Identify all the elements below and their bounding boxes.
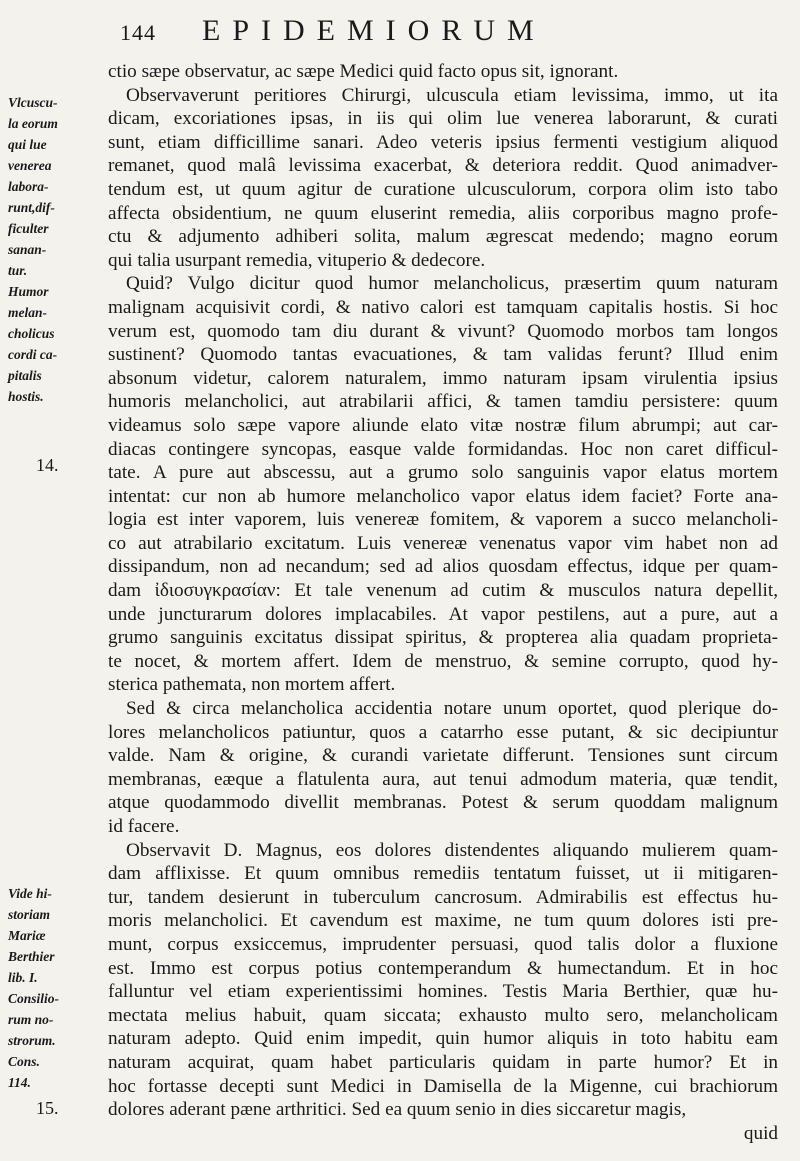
- text-line: diacas contingere syncopas, easque valde formidandas. Hoc non caret difficul-: [108, 438, 778, 460]
- margin-note-line: tur.: [8, 263, 28, 278]
- margin-section-number: 14.: [36, 455, 59, 475]
- text-line: remanet, quod malâ levissima exacerbat, & deteriora reddit. Quod animadver-: [108, 155, 778, 177]
- margin-note-line: hostis.: [8, 389, 44, 404]
- margin-note-line: Vlcuscu-: [8, 95, 58, 110]
- margin-note-line: qui lue: [8, 137, 47, 152]
- margin-note-line: Cons.: [8, 1054, 40, 1069]
- text-line: moris melancholici. Et cavendum est maxime, ne tum quum dolores isti pre-: [108, 910, 778, 932]
- text-line: dolores aderant pæne arthritici. Sed ea quum senio in dies siccaretur magis,: [108, 1099, 687, 1121]
- margin-note-line: rum no-: [8, 1012, 54, 1027]
- text-line: Quid? Vulgo dicitur quod humor melancholicus, præsertim quum naturam: [126, 273, 778, 295]
- margin-note-line: cholicus: [8, 326, 55, 341]
- text-line: est. Immo est corpus potius contemperandum & humectandum. Et in hoc: [108, 957, 778, 979]
- margin-note-line: Consilio-: [8, 991, 60, 1006]
- text-line: valde. Nam & origine, & curandi varietate differunt. Tensiones sunt circum: [108, 745, 778, 767]
- margin-note-line: labora-: [8, 179, 49, 194]
- text-line: logia est inter vaporem, luis venereæ fomitem, & vaporem a succo melancholi-: [108, 509, 778, 531]
- margin-section-number: 15.: [36, 1098, 59, 1118]
- margin-note-line: sanan-: [8, 242, 47, 257]
- text-line: Observaverunt peritiores Chirurgi, ulcuscula etiam levissima, immo, ut ita: [126, 84, 778, 106]
- text-line: naturam adepto. Quid enim impedit, quin humor aliquis in toto habitu eam: [108, 1028, 778, 1050]
- text-line: dissipandum, non ad necandum; sed ad alios quosdam effectus, idque per quam-: [108, 556, 778, 578]
- text-line: naturam acquirat, quam habet particularis quidam in parte humor? Et in: [108, 1051, 778, 1073]
- text-line: qui talia usurpant remedia, vituperio & dedecore.: [108, 249, 486, 271]
- text-line: dam ἰδιοσυγκρασίαν: Et tale venenum ad cutim & musculos natura depellit,: [108, 580, 778, 602]
- text-line: dicam, excoriationes ipsas, in iis qui olim lue venerea laborarunt, & curati: [108, 108, 778, 130]
- text-line: ctu & adjumento adhiberi solita, malum ægrescat medendo; magno eorum: [108, 226, 778, 248]
- margin-note-line: ficulter: [8, 221, 49, 236]
- text-line: grumo sanguinis excitatus dissipat spiritus, & propterea alia quadam proprieta-: [108, 627, 778, 649]
- text-line: munt, corpus exsiccemus, imprudenter persuasi, quod talis dolor a fluxione: [108, 933, 778, 955]
- text-line: co aut atrabilario excitatum. Luis venereæ venenatus vapor vim habet non ad: [108, 532, 778, 554]
- margin-note-line: runt,dif-: [8, 200, 55, 215]
- text-line: affecta obsidentium, ne quum eluserint remedia, aliis corporibus magno profe-: [108, 202, 778, 224]
- text-line: falluntur vel etiam experientissimi homines. Testis Maria Berthier, quæ hu-: [108, 981, 778, 1003]
- margin-note-line: melan-: [8, 305, 47, 320]
- text-line: te nocet, & mortem affert. Idem de menstruo, & semine corrupto, quod hy-: [108, 650, 778, 672]
- text-line: mectata melius habuit, quam siccata; exhausto multo sero, melancholicam: [108, 1004, 778, 1026]
- margin-note-line: Mariæ: [8, 928, 46, 943]
- margin-note-line: pitalis: [8, 368, 42, 383]
- text-line: tate. A pure aut abscessu, aut a grumo solo sanguinis vapor elatus mortem: [108, 462, 778, 484]
- text-line: Observavit D. Magnus, eos dolores distendentes aliquando mulierem quam-: [126, 839, 778, 861]
- text-line: sustinent? Quomodo tantas evacuationes, & tam validas ferunt? Illud enim: [108, 344, 778, 366]
- text-line: humoris melancholici, aut atrabilarii affici, & tamen tamdiu persistere: quum: [108, 391, 778, 413]
- main-text-block: [108, 60, 778, 1145]
- text-line: ctio sæpe observatur, ac sæpe Medici quid facto opus sit, ignorant.: [108, 61, 619, 82]
- text-line: unde juncturarum dolores implacabiles. At vapor pestilens, aut a pure, aut a: [108, 603, 778, 625]
- margin-note-line: strorum.: [8, 1033, 56, 1048]
- margin-note-reference: [8, 883, 96, 1093]
- text-line: verum est, quomodo tam diu durant & vivunt? Quomodo morbos tam longos: [108, 320, 778, 342]
- text-line: dam afflixisse. Et quum omnibus remediis tentatum fuisset, ut ii mitigaren-: [108, 863, 778, 885]
- margin-note-ulcers: [8, 92, 96, 407]
- text-line: intentat: cur non ab humore melancholico vapor elatus idem faciet? Forte ana-: [108, 485, 778, 507]
- text-line: Sed & circa melancholica accidentia notare unum oportet, quod plerique do-: [126, 698, 778, 720]
- margin-note-line: la eorum: [8, 116, 58, 131]
- margin-note-line: venerea: [8, 158, 52, 173]
- text-line: tendum est, ut quum agitur de curatione ulcusculorum, corpora olim isto tabo: [108, 178, 778, 200]
- text-line: quid: [743, 1122, 778, 1144]
- margin-note-line: 114.: [8, 1075, 31, 1090]
- margin-note-line: Berthier: [8, 949, 55, 964]
- text-line: id facere.: [108, 816, 180, 837]
- text-line: hoc fortasse decepti sunt Medici in Damisella de la Migenne, cui brachiorum: [108, 1075, 778, 1097]
- page-header: [120, 14, 760, 54]
- text-line: sunt, etiam difficillime sanari. Adeo veteris ipsius fermenti vestigium aliquod: [108, 131, 778, 153]
- margin-note-line: cordi ca-: [8, 347, 58, 362]
- text-line: tur, tandem desierunt in tuberculum cancrosum. Admirabilis est effectus hu-: [108, 886, 778, 908]
- text-line: membranas, eæque a flatulenta aura, aut tenui admodum materia, quæ tendit,: [108, 768, 778, 790]
- page-number: 144: [120, 20, 156, 45]
- text-line: malignam acquisivit cordi, & nativo calori est tamquam capitalis hostis. Si hoc: [108, 296, 778, 318]
- text-line: videamus solo sæpe vapore aliunde elato vitæ nostræ filum abrumpi; aut car-: [108, 414, 778, 436]
- margin-note-line: Vide hi-: [8, 886, 52, 901]
- text-line: atque quodammodo divellit membranas. Potest & serum quoddam malignum: [108, 792, 778, 814]
- text-line: absonum videtur, calorem naturalem, immo naturam ipsam virulentia ipsius: [108, 367, 778, 389]
- margin-note-line: storiam: [8, 907, 51, 922]
- margin-note-line: lib. I.: [8, 970, 38, 985]
- margin-note-line: Humor: [8, 284, 49, 299]
- running-title: EPIDEMIORUM: [202, 14, 546, 47]
- text-line: sterica pathemata, non mortem affert.: [108, 674, 396, 696]
- text-line: lores melancholicos patiuntur, quos a catarrho esse putant, & sic decipiuntur: [108, 721, 778, 743]
